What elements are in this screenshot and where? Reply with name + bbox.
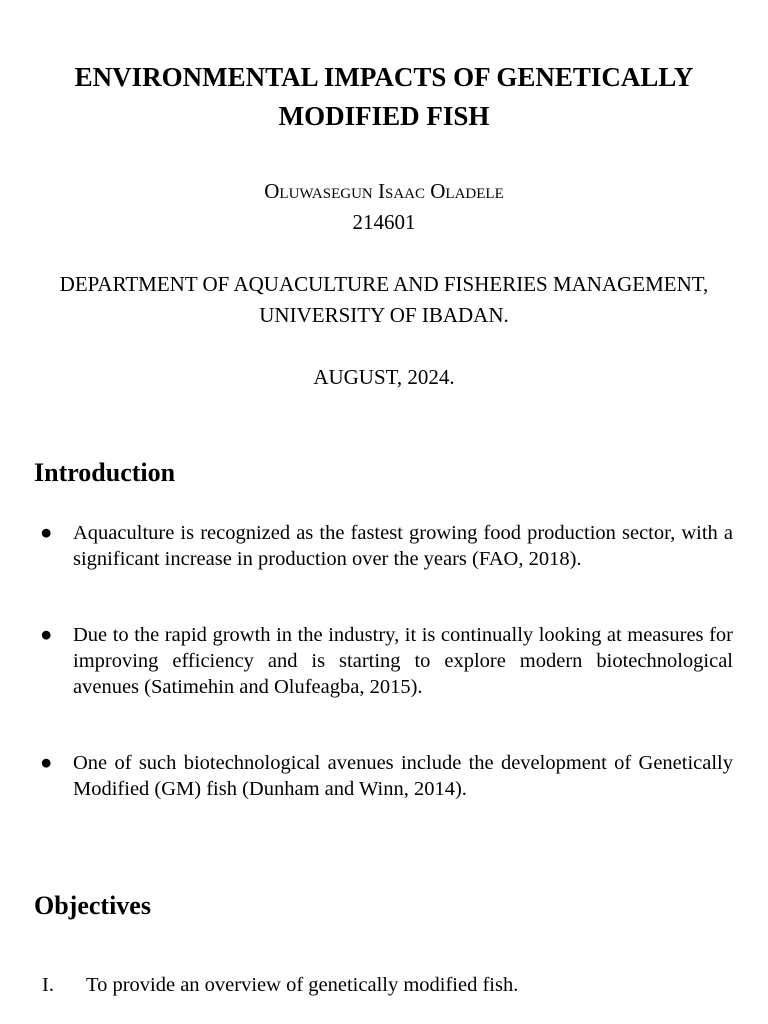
introduction-bullet bbox=[34, 750, 733, 802]
objective-text: To provide an overview of genetically modified fish. bbox=[86, 974, 519, 996]
title-line-1: ENVIRONMENTAL IMPACTS OF GENETICALLY bbox=[74, 62, 694, 92]
bullet-icon: ● bbox=[40, 752, 53, 774]
bullet-icon: ● bbox=[40, 522, 53, 544]
department-line-1: DEPARTMENT OF AQUACULTURE AND FISHERIES MANAGEMENT, bbox=[59, 272, 709, 296]
objective-number: I. bbox=[42, 974, 54, 996]
bullet-icon: ● bbox=[40, 624, 53, 646]
introduction-heading: Introduction bbox=[34, 458, 176, 487]
bullet-text: One of such biotechnological avenues include the development of Genetically Modified (GM) fish (Dunham and Winn, 2014). bbox=[73, 752, 733, 800]
bullet-text: Aquaculture is recognized as the fastest growing food production sector, with a significant increase in production over the years (FAO, 2018). bbox=[73, 522, 733, 570]
objectives-heading: Objectives bbox=[34, 891, 151, 920]
bullet-text: Due to the rapid growth in the industry, it is continually looking at measures for improving efficiency and is starting to explore modern biotechnological avenues (Satimehin and Olufeagba, 2015). bbox=[73, 624, 733, 698]
objective-item bbox=[42, 972, 732, 998]
author-name: Oluwasegun Isaac Oladele bbox=[264, 179, 504, 203]
document-title bbox=[0, 58, 768, 136]
document-date: AUGUST, 2024. bbox=[313, 365, 455, 389]
registration-number: 214601 bbox=[352, 210, 416, 234]
introduction-bullet bbox=[34, 622, 733, 700]
title-line-2: MODIFIED FISH bbox=[278, 101, 490, 131]
introduction-bullet bbox=[34, 520, 733, 572]
department-line-2: UNIVERSITY OF IBADAN. bbox=[259, 303, 509, 327]
